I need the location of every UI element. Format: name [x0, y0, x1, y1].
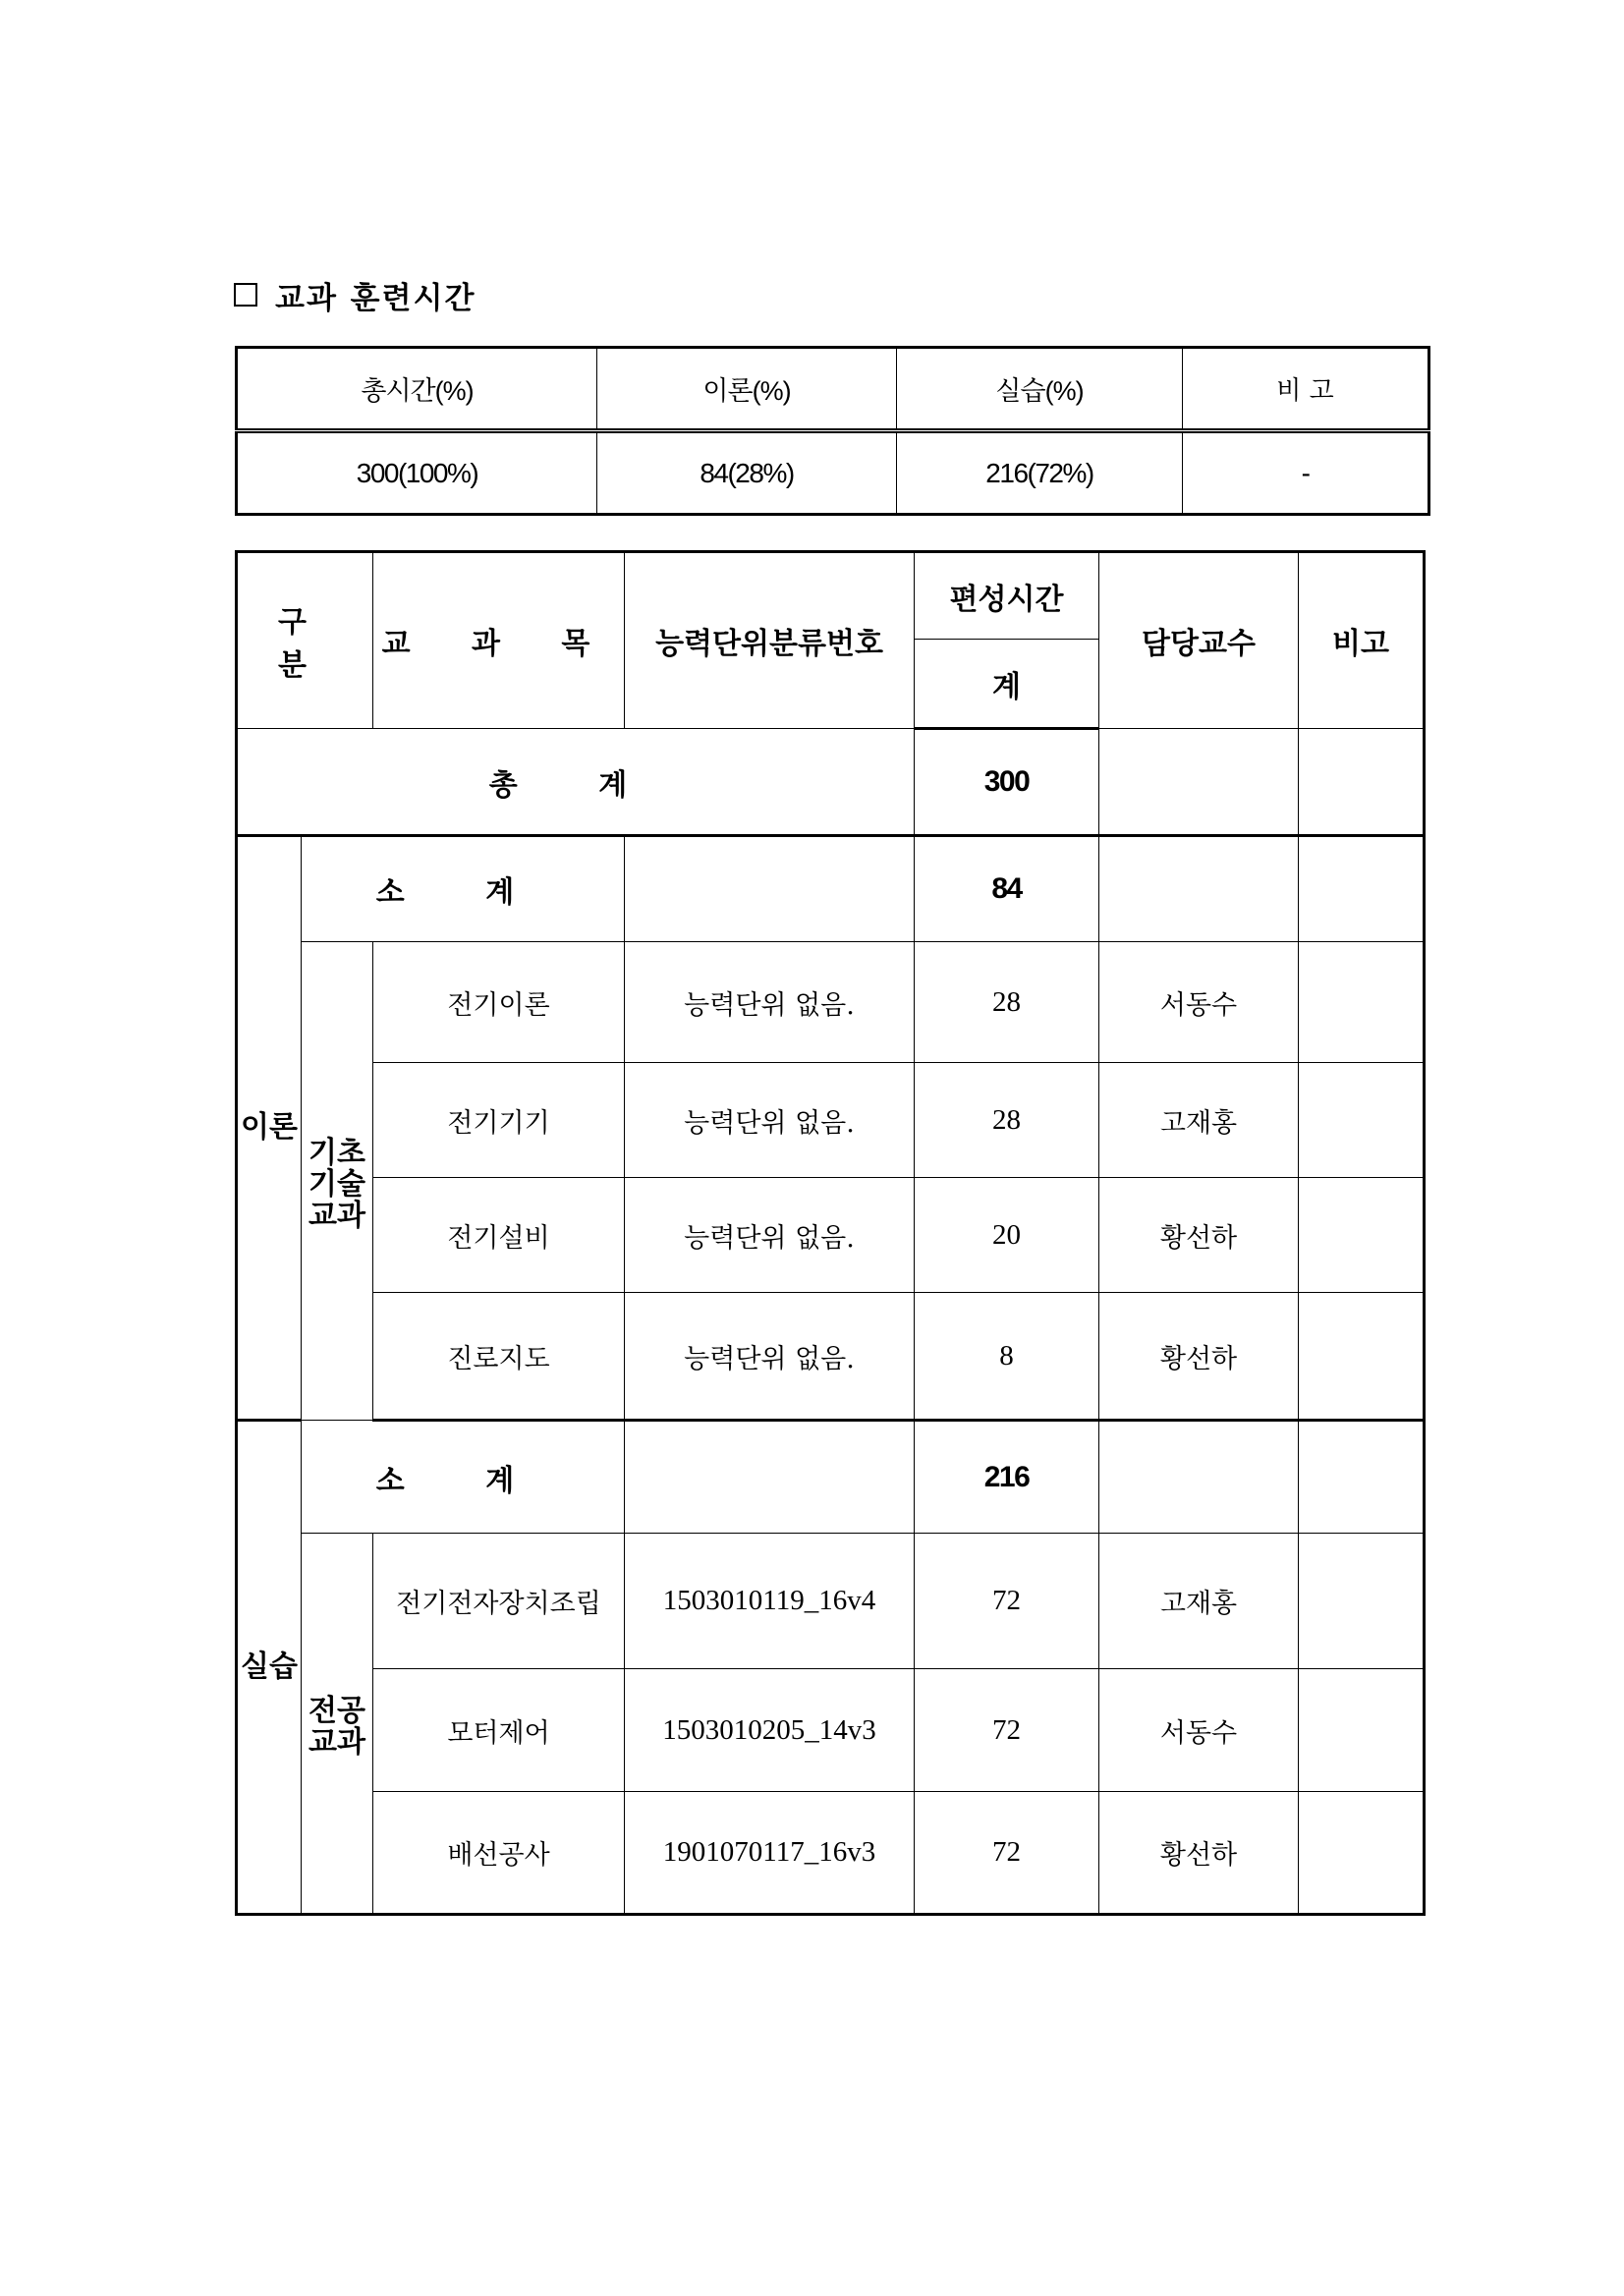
- table-header-row: [237, 552, 1425, 640]
- practice-subtotal-code: [625, 1421, 915, 1534]
- table-row: [237, 1669, 1425, 1792]
- summary-header-row: [237, 348, 1429, 431]
- summary-value-row: [237, 431, 1429, 515]
- total-professor: [1099, 729, 1299, 836]
- practice-subgroup-label: 전공 교과: [302, 1534, 373, 1915]
- table-row: [237, 1063, 1425, 1178]
- header-professor: 담당교수: [1099, 552, 1299, 729]
- professor-cell: 고재홍: [1099, 1063, 1299, 1178]
- note-cell: [1299, 1669, 1425, 1792]
- total-row: [237, 729, 1425, 836]
- subject-cell: 진로지도: [373, 1293, 625, 1421]
- practice-subtotal-professor: [1099, 1421, 1299, 1534]
- professor-cell: 서동수: [1099, 942, 1299, 1063]
- section-heading: [234, 275, 476, 314]
- ncs-code-cell: 1901070117_16v3: [625, 1792, 915, 1915]
- theory-subtotal-label: 소 계: [302, 836, 625, 942]
- ncs-code-cell: 1503010119_16v4: [625, 1534, 915, 1669]
- header-hours: 편성시간: [915, 552, 1099, 640]
- practice-subtotal-note: [1299, 1421, 1425, 1534]
- checkbox-square-icon: [234, 283, 257, 307]
- summary-header-practice: 실습(%): [897, 348, 1183, 431]
- summary-value-practice: 216(72%): [897, 431, 1183, 515]
- theory-subtotal-row: [237, 836, 1425, 942]
- ncs-code-cell: 능력단위 없음.: [625, 942, 915, 1063]
- note-cell: [1299, 1063, 1425, 1178]
- hours-cell: 28: [915, 942, 1099, 1063]
- summary-header-note: 비 고: [1183, 348, 1429, 431]
- practice-group-label: 실습: [237, 1421, 302, 1915]
- hours-cell: 72: [915, 1792, 1099, 1915]
- hours-cell: 28: [915, 1063, 1099, 1178]
- summary-value-total: 300(100%): [237, 431, 597, 515]
- total-hours: 300: [915, 729, 1099, 836]
- note-cell: [1299, 1178, 1425, 1293]
- professor-cell: 황선하: [1099, 1792, 1299, 1915]
- note-cell: [1299, 942, 1425, 1063]
- subject-cell: 모터제어: [373, 1669, 625, 1792]
- note-cell: [1299, 1534, 1425, 1669]
- table-row: [237, 942, 1425, 1063]
- hours-cell: 72: [915, 1534, 1099, 1669]
- table-row: [237, 1293, 1425, 1421]
- table-row: [237, 1792, 1425, 1915]
- professor-cell: 황선하: [1099, 1293, 1299, 1421]
- subject-cell: 전기이론: [373, 942, 625, 1063]
- professor-cell: 황선하: [1099, 1178, 1299, 1293]
- professor-cell: 서동수: [1099, 1669, 1299, 1792]
- training-hours-summary-table: [235, 346, 1430, 516]
- note-cell: [1299, 1293, 1425, 1421]
- hours-cell: 72: [915, 1669, 1099, 1792]
- professor-cell: 고재홍: [1099, 1534, 1299, 1669]
- ncs-code-cell: 1503010205_14v3: [625, 1669, 915, 1792]
- hours-cell: 20: [915, 1178, 1099, 1293]
- practice-subtotal-hours: 216: [915, 1421, 1099, 1534]
- theory-group-label: 이론: [237, 836, 302, 1421]
- subject-cell: 전기설비: [373, 1178, 625, 1293]
- header-subject: 교 과 목: [373, 552, 625, 729]
- summary-header-theory: 이론(%): [597, 348, 897, 431]
- table-row: [237, 1178, 1425, 1293]
- ncs-code-cell: 능력단위 없음.: [625, 1063, 915, 1178]
- subject-cell: 전기기기: [373, 1063, 625, 1178]
- practice-subtotal-label: 소 계: [302, 1421, 625, 1534]
- note-cell: [1299, 1792, 1425, 1915]
- subject-cell: 배선공사: [373, 1792, 625, 1915]
- theory-subtotal-hours: 84: [915, 836, 1099, 942]
- header-ncs-code: 능력단위분류번호: [625, 552, 915, 729]
- summary-header-total: 총시간(%): [237, 348, 597, 431]
- ncs-code-cell: 능력단위 없음.: [625, 1178, 915, 1293]
- header-hours-sum: 계: [915, 640, 1099, 729]
- theory-subtotal-code: [625, 836, 915, 942]
- practice-subtotal-row: [237, 1421, 1425, 1534]
- theory-subtotal-note: [1299, 836, 1425, 942]
- header-category: 구 분: [237, 552, 373, 729]
- summary-value-note: -: [1183, 431, 1429, 515]
- total-note: [1299, 729, 1425, 836]
- subject-cell: 전기전자장치조립: [373, 1534, 625, 1669]
- total-label: 총 계: [237, 729, 915, 836]
- section-heading-text: 교과 훈련시간: [275, 280, 476, 316]
- theory-subtotal-professor: [1099, 836, 1299, 942]
- curriculum-table: [235, 550, 1426, 1916]
- summary-value-theory: 84(28%): [597, 431, 897, 515]
- table-row: [237, 1534, 1425, 1669]
- hours-cell: 8: [915, 1293, 1099, 1421]
- theory-subgroup-label: 기초 기술 교과: [302, 942, 373, 1421]
- ncs-code-cell: 능력단위 없음.: [625, 1293, 915, 1421]
- header-note: 비고: [1299, 552, 1425, 729]
